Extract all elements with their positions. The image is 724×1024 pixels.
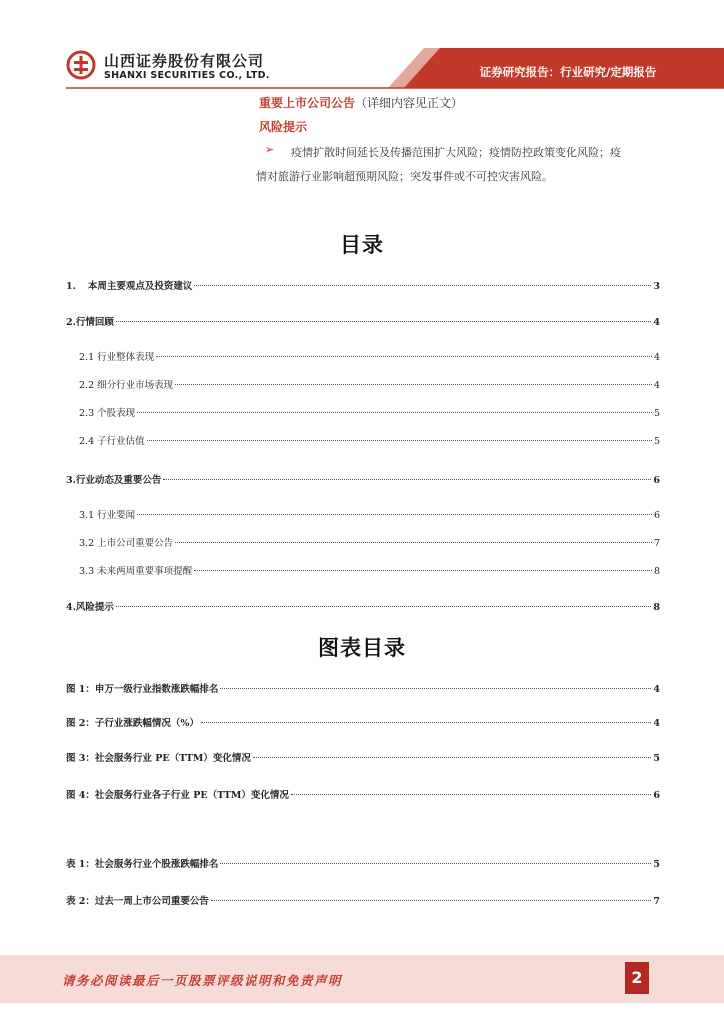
toc-leader-dots [137, 514, 652, 515]
risk-text [256, 141, 683, 189]
figure-item-page: 5 [653, 753, 660, 764]
toc-item-label: 3.行业动态及重要公告 [66, 475, 162, 486]
toc-item-page: 4 [653, 317, 660, 328]
toc-item[interactable] [79, 563, 660, 577]
footer-disclaimer: 请务必阅读最后一页股票评级说明和免责声明 [62, 973, 343, 988]
toc-item-page: 8 [653, 566, 660, 577]
page-number: 2 [625, 962, 649, 994]
toc-item-label: 2.4 子行业估值 [79, 436, 145, 447]
toc-item-label: 3.2 上市公司重要公告 [79, 538, 174, 549]
toc-item[interactable] [66, 599, 660, 613]
figures-title: 图表目录 [318, 636, 406, 660]
toc-leader-dots [147, 440, 652, 441]
company-name-en: SHANXI SECURITIES CO., LTD. [104, 70, 270, 81]
toc-leader-dots [175, 542, 652, 543]
toc-item-page: 4 [653, 352, 660, 363]
toc-leader-dots [220, 688, 651, 689]
table-item[interactable] [66, 893, 660, 907]
toc-item-page: 7 [653, 538, 660, 549]
toc-item-label: 3.1 行业要闻 [79, 510, 136, 521]
toc-leader-dots [137, 412, 652, 413]
toc-item[interactable] [79, 507, 660, 521]
figure-item-label: 图 1：申万一级行业指数涨跌幅排名 [66, 684, 219, 695]
toc-item[interactable] [79, 349, 660, 363]
figure-item[interactable] [66, 715, 660, 729]
announcement-heading-text: 重要上市公司公告 [259, 96, 356, 110]
toc-item-number: 1. [66, 281, 76, 292]
toc-item[interactable] [79, 433, 660, 447]
announcement-note: （详细内容见正文） [355, 96, 464, 110]
arrow-bullet-icon: ➢ [265, 143, 275, 156]
toc-item-page: 4 [653, 380, 660, 391]
toc-item-label: 4.风险提示 [66, 602, 114, 613]
toc-leader-dots [116, 606, 651, 607]
toc-item-page: 5 [653, 408, 660, 419]
toc-item[interactable] [79, 377, 660, 391]
toc-item-page: 3 [653, 281, 660, 292]
toc-leader-dots [175, 384, 652, 385]
toc-title: 目录 [340, 233, 384, 257]
toc-item-label: 2.1 行业整体表现 [79, 352, 155, 363]
announcement-heading [259, 94, 463, 111]
toc-item[interactable] [79, 405, 660, 419]
table-item-page: 5 [653, 859, 660, 870]
toc-leader-dots [194, 285, 651, 286]
toc-item-page: 6 [653, 510, 660, 521]
figure-item[interactable] [66, 787, 660, 801]
toc-item-page: 5 [653, 436, 660, 447]
toc-item-label: 3.3 未来两周重要事项提醒 [79, 566, 193, 577]
figure-item[interactable] [66, 750, 660, 764]
table-item-label: 表 2：过去一周上市公司重要公告 [66, 896, 209, 907]
table-item-page: 7 [653, 896, 660, 907]
toc-item-label: 本周主要观点及投资建议 [87, 281, 193, 292]
risk-line-2: 情对旅游行业影响超预期风险；突发事件或不可控灾害风险。 [256, 170, 553, 183]
figure-item-label: 图 4：社会服务行业各子行业 PE（TTM）变化情况 [66, 790, 289, 801]
toc-item-label: 2.2 细分行业市场表现 [79, 380, 174, 391]
figure-item[interactable] [66, 681, 660, 695]
toc-leader-dots [116, 321, 651, 322]
toc-leader-dots [201, 722, 651, 723]
toc-item[interactable] [66, 472, 660, 486]
report-type: 证券研究报告：行业研究/定期报告 [479, 65, 657, 79]
company-name-cn: 山西证券股份有限公司 [104, 52, 265, 70]
toc-item-label: 2.3 个股表现 [79, 408, 136, 419]
toc-item-page: 8 [653, 602, 660, 613]
figure-item-page: 4 [653, 684, 660, 695]
figure-item-page: 6 [653, 790, 660, 801]
toc-item[interactable] [66, 314, 660, 328]
figure-item-label: 图 2：子行业涨跌幅情况（%） [66, 718, 199, 729]
company-logo-icon [66, 50, 96, 80]
risk-line-1: 疫情扩散时间延长及传播范围扩大风险；疫情防控政策变化风险；疫 [291, 146, 621, 159]
figure-item-label: 图 3：社会服务行业 PE（TTM）变化情况 [66, 753, 251, 764]
toc-item[interactable] [79, 535, 660, 549]
toc-leader-dots [194, 570, 652, 571]
risk-heading: 风险提示 [259, 120, 308, 134]
toc-leader-dots [156, 356, 652, 357]
toc-leader-dots [163, 479, 651, 480]
toc-leader-dots [211, 900, 651, 901]
toc-item-page: 6 [653, 475, 660, 486]
figure-item-page: 4 [653, 718, 660, 729]
table-item-label: 表 1：社会服务行业个股涨跌幅排名 [66, 859, 219, 870]
toc-leader-dots [253, 757, 651, 758]
table-item[interactable] [66, 856, 660, 870]
toc-leader-dots [291, 794, 651, 795]
toc-item-label: 2.行情回顾 [66, 317, 114, 328]
toc-leader-dots [220, 863, 651, 864]
toc-item[interactable] [66, 278, 660, 292]
